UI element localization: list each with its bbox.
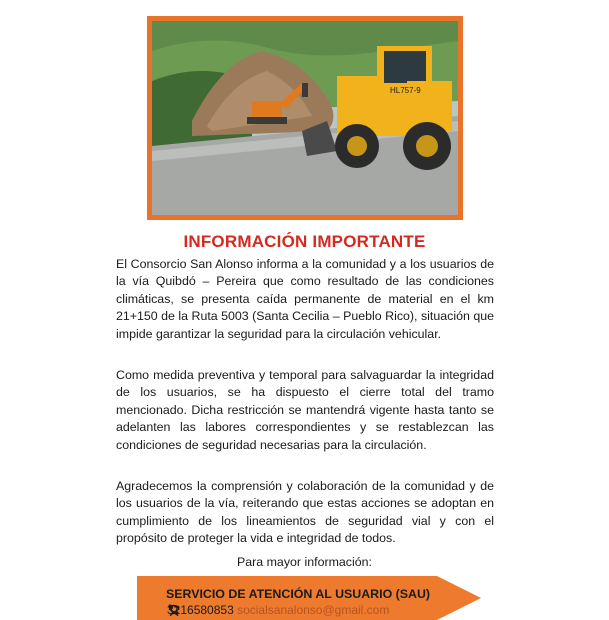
headline: INFORMACIÓN IMPORTANTE xyxy=(183,232,426,251)
service-banner xyxy=(137,576,481,620)
support-agent-icon xyxy=(167,603,181,617)
machine-label: HL757-9 xyxy=(390,86,421,95)
paragraph-2: Como medida preventiva y temporal para salvaguardar la integridad de los usuarios, se ha dispuesto el cierre total del tramo mencionado. Dicha restricción se mantendrá vigente hasta tanto se adelanten las labores correspondientes y se restablezcan las condiciones de seguridad necesarias para la circulación. xyxy=(116,368,494,452)
contact-line xyxy=(167,603,389,617)
phone-number[interactable]: 3216580853 xyxy=(167,603,234,617)
paragraph-1: El Consorcio San Alonso informa a la comunidad y a los usuarios de la vía Quibdó – Pereira que como resultado de las condiciones climáticas, se presenta caída permanente de material en el km 21+150 de la Ruta 5003 (Santa Cecilia – Pueblo Rico), situación que impide garantizar la seguridad para la circulación vehicular. xyxy=(116,257,494,341)
landslide-photo xyxy=(152,21,458,215)
photo-frame xyxy=(147,16,463,220)
more-info-label: Para mayor información: xyxy=(237,555,372,569)
email-address[interactable]: socialsanalonso@gmail.com xyxy=(237,603,390,617)
service-title: SERVICIO DE ATENCIÓN AL USUARIO (SAU) xyxy=(165,587,431,601)
paragraph-3: Agradecemos la comprensión y colaboración de la comunidad y de los usuarios de la vía, reiterando que estas acciones se adoptan en cumplimiento de los lineamientos de seguridad vial y con el propósito de proteger la vida e integridad de todos. xyxy=(116,479,494,546)
